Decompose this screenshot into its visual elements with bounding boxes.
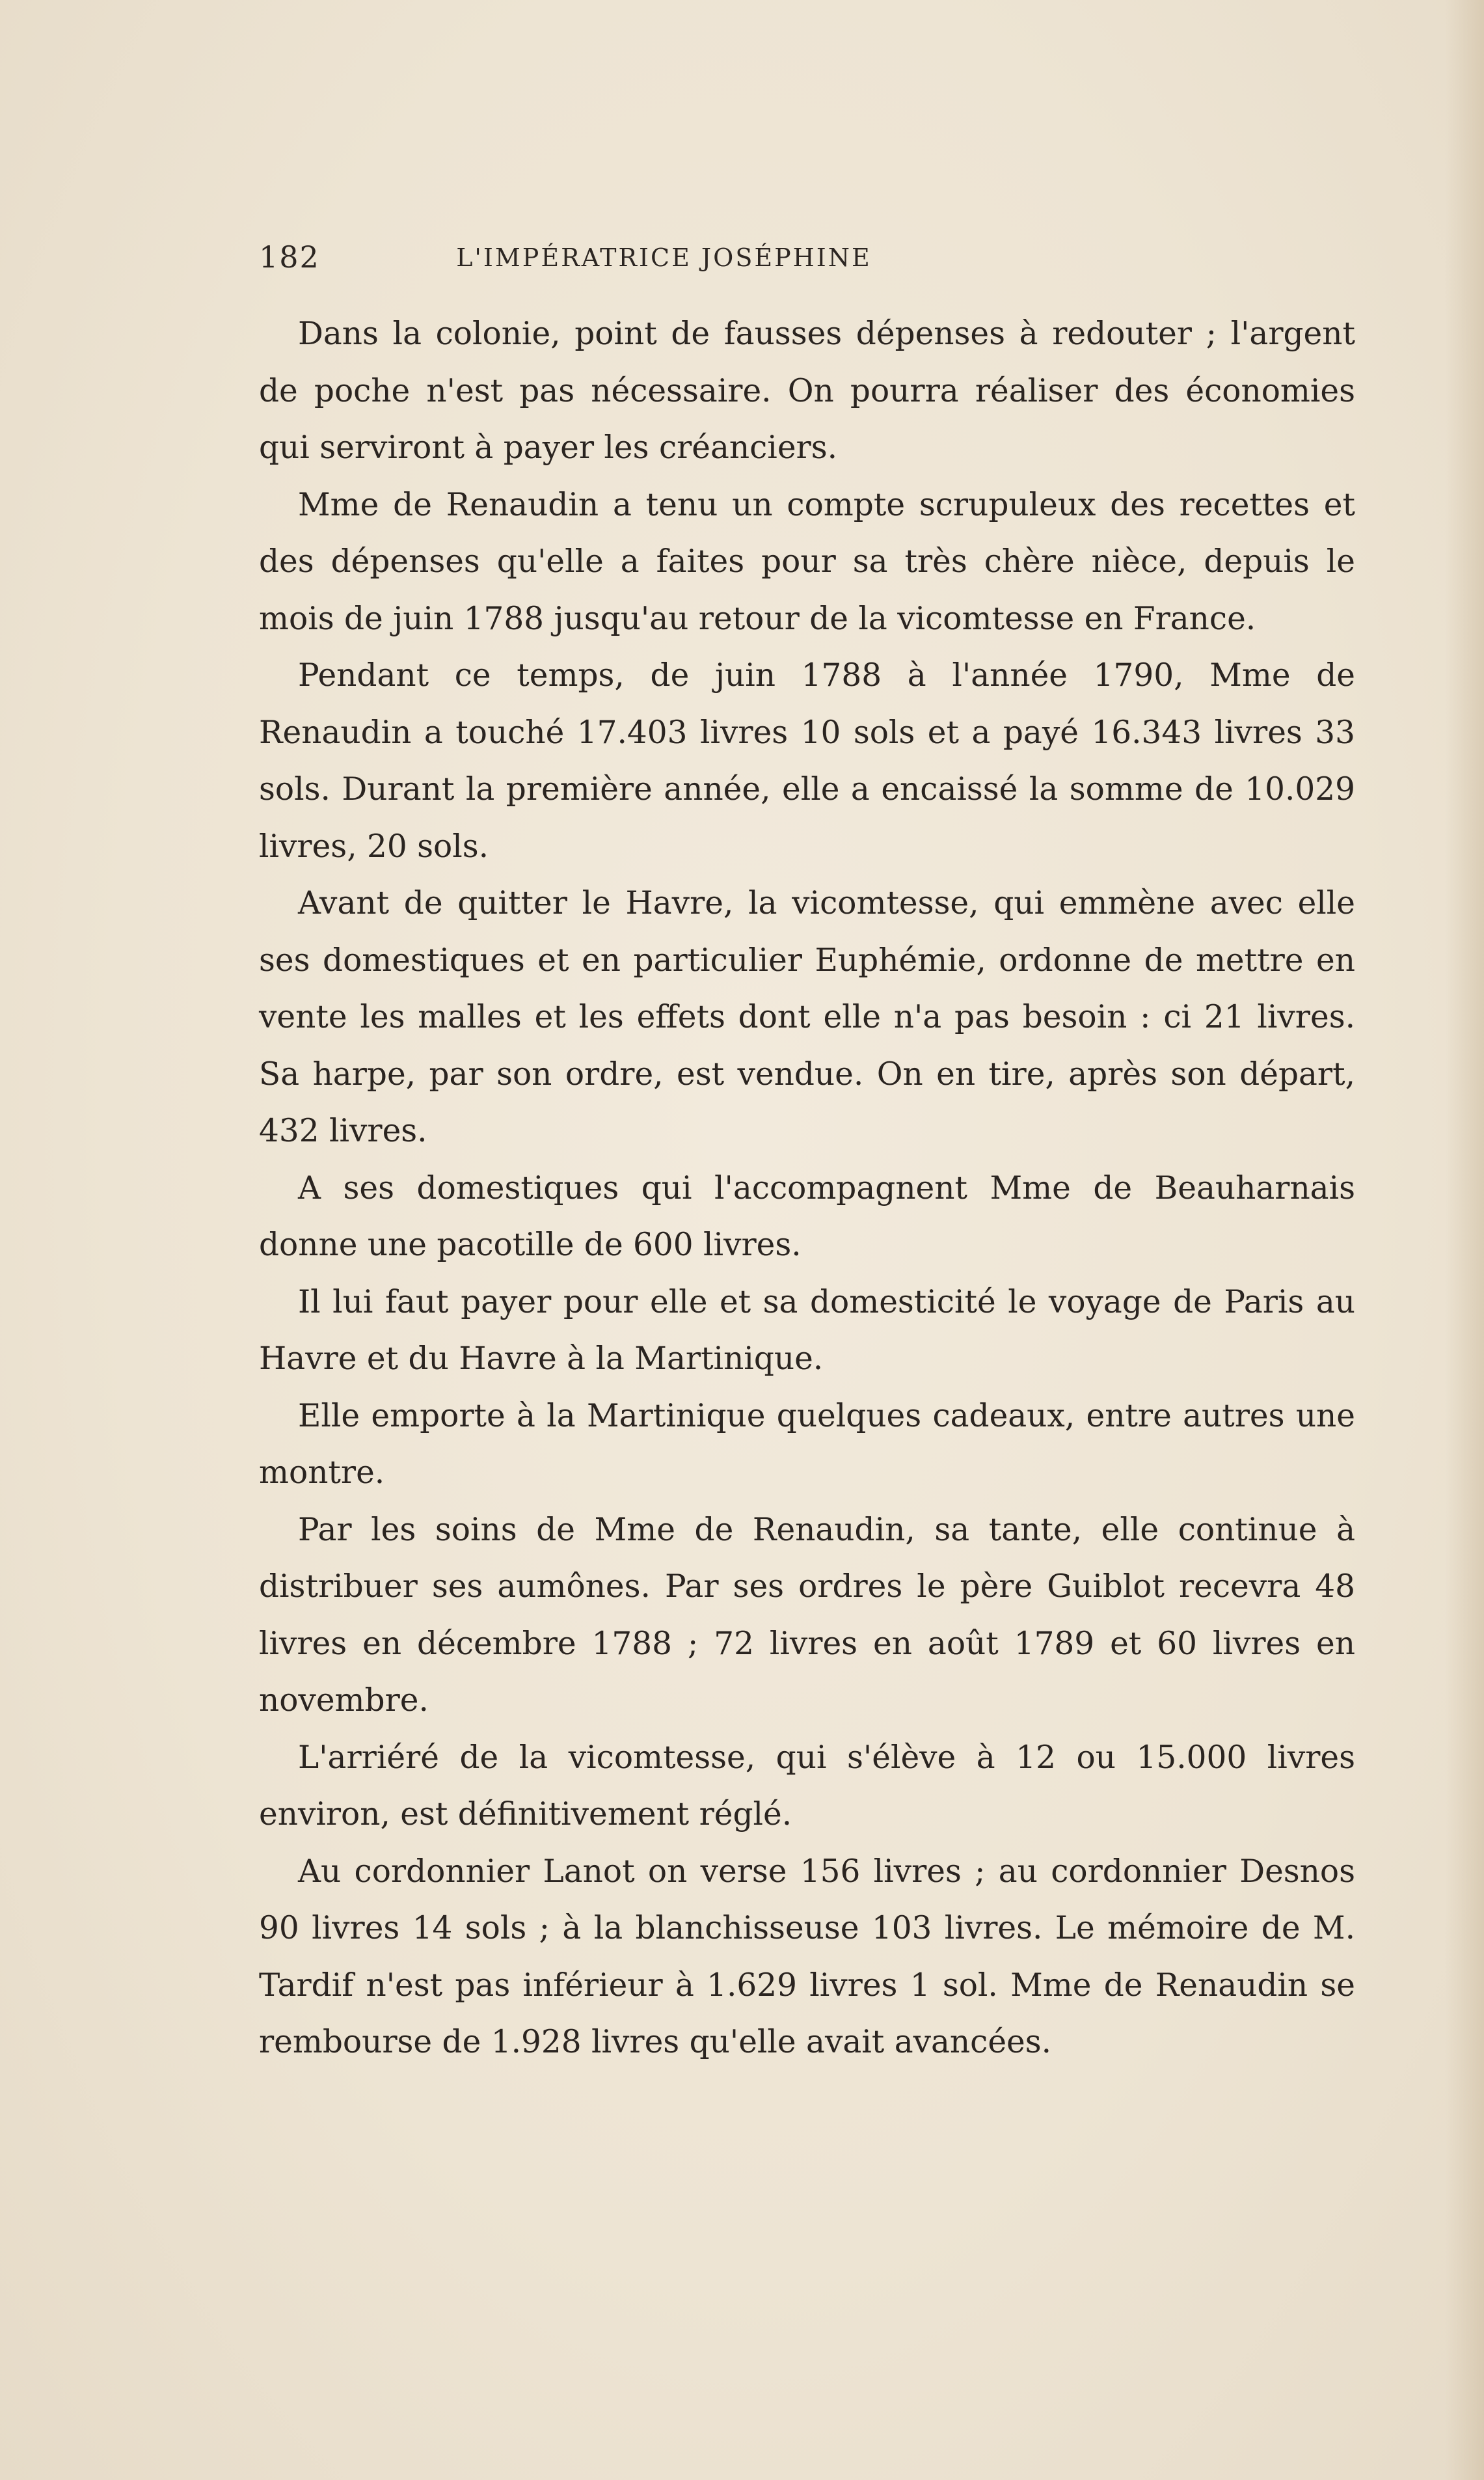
paragraph: Avant de quitter le Havre, la vicomtesse, qui emmène avec elle ses domestiques et en particulier Euphémie, ordonne de mettre en vente les malles et les effets dont elle n'a pas besoin : ci 21 livres. Sa harpe, par son ordre, est vendue. On en tire, après son départ, 432 livres. (259, 885, 1355, 1149)
page-header (259, 239, 1030, 279)
body-text (259, 306, 1355, 2071)
paragraph: Elle emporte à la Martinique quelques cadeaux, entre autres une montre. (259, 1397, 1355, 1491)
paragraph: Dans la colonie, point de fausses dépenses à redouter ; l'argent de poche n'est pas nécessaire. On pourra réaliser des économies qui serviront à payer les créanciers. (259, 316, 1355, 466)
running-title: L'IMPÉRATRICE JOSÉPHINE (456, 243, 872, 272)
paragraph: Mme de Renaudin a tenu un compte scrupuleux des recettes et des dépenses qu'elle a faites pour sa très chère nièce, depuis le mois de juin 1788 jusqu'au retour de la vicomtesse en France. (259, 486, 1355, 637)
paragraph: Au cordonnier Lanot on verse 156 livres ; au cordonnier Desnos 90 livres 14 sols ; à la blanchisseuse 103 livres. Le mémoire de M. Tardif n'est pas inférieur à 1.629 livres 1 sol. Mme de Renaudin se rembourse de 1.928 livres qu'elle avait avancées. (259, 1853, 1355, 2060)
page-number: 182 (259, 239, 320, 275)
paragraph: Par les soins de Mme de Renaudin, sa tante, elle continue à distribuer ses aumônes. Par ses ordres le père Guiblot recevra 48 livres en décembre 1788 ; 72 livres en août 1789 et 60 livres en novembre. (259, 1511, 1355, 1719)
paragraph: L'arriéré de la vicomtesse, qui s'élève à 12 ou 15.000 livres environ, est définitivement réglé. (259, 1739, 1355, 1833)
paragraph: A ses domestiques qui l'accompagnent Mme de Beauharnais donne une pacotille de 600 livres. (259, 1169, 1355, 1263)
paragraph: Pendant ce temps, de juin 1788 à l'année 1790, Mme de Renaudin a touché 17.403 livres 10 sols et a payé 16.343 livres 33 sols. Durant la première année, elle a encaissé la somme de 10.029 livres, 20 sols. (259, 657, 1355, 865)
paragraph: Il lui faut payer pour elle et sa domesticité le voyage de Paris au Havre et du Havre à la Martinique. (259, 1283, 1355, 1377)
page-edge-shadow (1445, 0, 1484, 2480)
